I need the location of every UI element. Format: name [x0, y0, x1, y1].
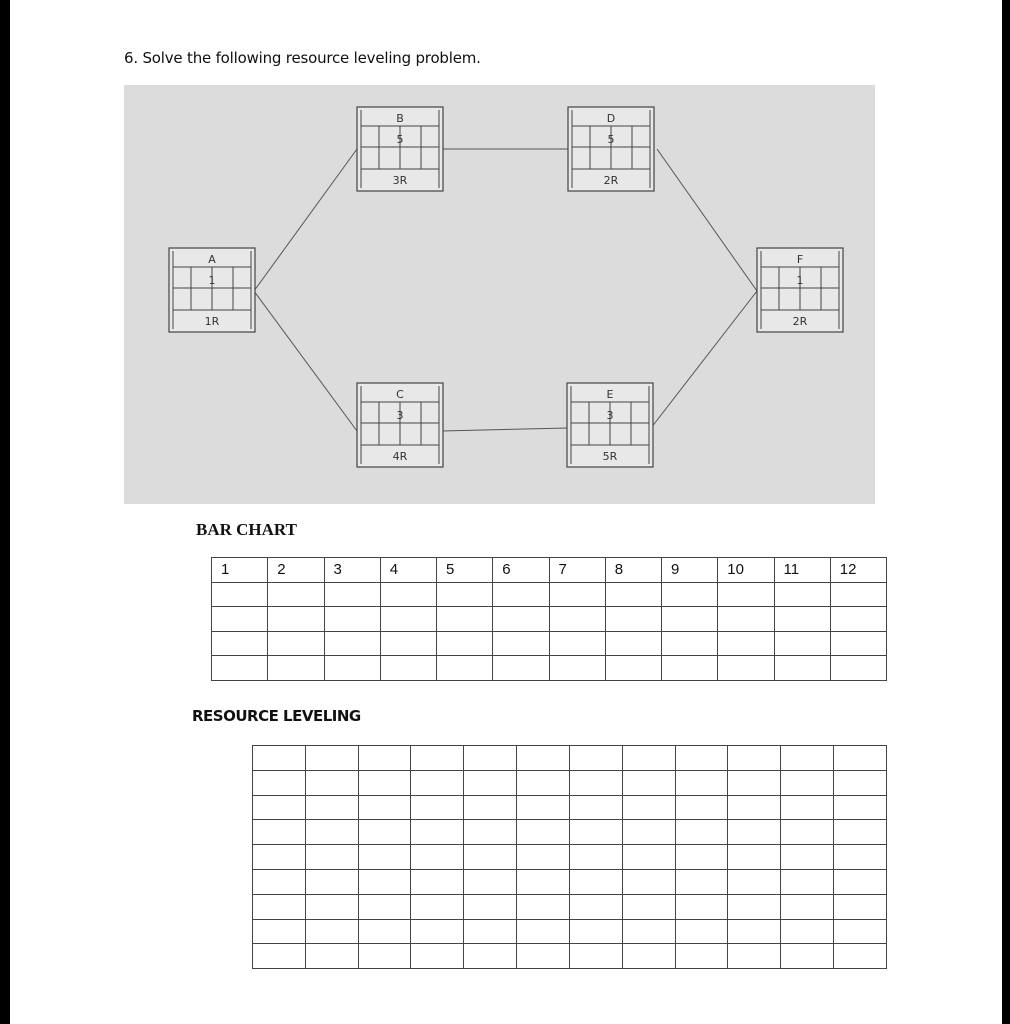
- resource-cell[interactable]: [517, 820, 570, 845]
- resource-cell[interactable]: [675, 820, 728, 845]
- bar-chart-column-header: 12: [830, 558, 886, 583]
- resource-cell[interactable]: [569, 845, 622, 870]
- resource-cell[interactable]: [305, 869, 358, 894]
- bar-chart-cell[interactable]: [324, 582, 380, 607]
- resource-cell[interactable]: [517, 845, 570, 870]
- resource-cell[interactable]: [781, 820, 834, 845]
- resource-cell[interactable]: [305, 894, 358, 919]
- bar-chart-cell[interactable]: [662, 656, 718, 681]
- resource-cell[interactable]: [253, 894, 306, 919]
- bar-chart-cell[interactable]: [718, 582, 774, 607]
- bar-chart-cell[interactable]: [324, 631, 380, 656]
- resource-cell[interactable]: [728, 894, 781, 919]
- resource-cell[interactable]: [728, 845, 781, 870]
- node-duration-label: 5: [396, 133, 404, 146]
- bar-chart-column-header: 5: [437, 558, 493, 583]
- bar-chart-cell[interactable]: [605, 656, 661, 681]
- resource-cell[interactable]: [305, 746, 358, 771]
- bar-chart-cell[interactable]: [268, 656, 324, 681]
- question-text: 6. Solve the following resource leveling problem.: [124, 49, 481, 67]
- node-resource-label: 4R: [392, 450, 408, 463]
- node-duration-label: 1: [208, 274, 216, 287]
- bar-chart-cell[interactable]: [380, 607, 436, 632]
- node-a: [169, 248, 255, 332]
- bar-chart-cell[interactable]: [380, 656, 436, 681]
- bar-chart-cell[interactable]: [830, 582, 886, 607]
- bar-chart-grid: [211, 557, 887, 681]
- bar-chart-cell[interactable]: [493, 582, 549, 607]
- edge-c-e: [442, 428, 567, 431]
- worksheet-page: [10, 0, 1002, 1024]
- bar-chart-cell[interactable]: [830, 607, 886, 632]
- bar-chart-cell[interactable]: [549, 607, 605, 632]
- resource-cell[interactable]: [358, 770, 411, 795]
- resource-cell[interactable]: [728, 944, 781, 969]
- resource-cell[interactable]: [834, 820, 887, 845]
- node-resource-label: 1R: [204, 315, 220, 328]
- bar-chart-cell[interactable]: [718, 607, 774, 632]
- resource-cell[interactable]: [358, 919, 411, 944]
- bar-chart-row: [212, 582, 887, 607]
- bar-chart-cell[interactable]: [380, 582, 436, 607]
- node-resource-label: 2R: [603, 174, 619, 187]
- node-resource-label: 2R: [792, 315, 808, 328]
- resource-cell[interactable]: [305, 944, 358, 969]
- resource-cell[interactable]: [411, 795, 464, 820]
- resource-row: [253, 770, 887, 795]
- bar-chart-cell[interactable]: [662, 631, 718, 656]
- bar-chart-cell[interactable]: [437, 607, 493, 632]
- resource-cell[interactable]: [569, 869, 622, 894]
- resource-cell[interactable]: [622, 820, 675, 845]
- node-id-label: F: [796, 253, 804, 266]
- resource-cell[interactable]: [675, 869, 728, 894]
- resource-cell[interactable]: [517, 944, 570, 969]
- resource-cell[interactable]: [569, 770, 622, 795]
- node-c: [357, 383, 443, 467]
- resource-cell[interactable]: [305, 919, 358, 944]
- bar-chart-cell[interactable]: [605, 631, 661, 656]
- resource-cell[interactable]: [517, 894, 570, 919]
- resource-cell[interactable]: [464, 770, 517, 795]
- resource-cell[interactable]: [253, 845, 306, 870]
- bar-chart-row: [212, 656, 887, 681]
- resource-cell[interactable]: [464, 869, 517, 894]
- bar-chart-cell[interactable]: [268, 582, 324, 607]
- resource-cell[interactable]: [253, 746, 306, 771]
- bar-chart-column-header: 10: [718, 558, 774, 583]
- node-id-label: A: [208, 253, 216, 266]
- resource-cell[interactable]: [517, 919, 570, 944]
- resource-cell[interactable]: [675, 894, 728, 919]
- resource-cell[interactable]: [358, 746, 411, 771]
- bar-chart-column-header: 11: [774, 558, 830, 583]
- bar-chart-cell[interactable]: [549, 631, 605, 656]
- node-b: [357, 107, 443, 191]
- resource-row: [253, 894, 887, 919]
- resource-row: [253, 795, 887, 820]
- resource-cell[interactable]: [781, 795, 834, 820]
- resource-cell[interactable]: [728, 795, 781, 820]
- bar-chart-cell[interactable]: [605, 607, 661, 632]
- resource-cell[interactable]: [675, 770, 728, 795]
- resource-row: [253, 845, 887, 870]
- bar-chart-cell[interactable]: [437, 582, 493, 607]
- resource-cell[interactable]: [675, 845, 728, 870]
- bar-chart-cell[interactable]: [774, 607, 830, 632]
- resource-cell[interactable]: [834, 894, 887, 919]
- resource-cell[interactable]: [517, 770, 570, 795]
- edge-d-f: [657, 149, 757, 291]
- node-id-label: D: [606, 112, 616, 125]
- resource-cell[interactable]: [464, 845, 517, 870]
- resource-cell[interactable]: [781, 746, 834, 771]
- bar-chart-cell[interactable]: [493, 656, 549, 681]
- resource-cell[interactable]: [728, 820, 781, 845]
- resource-cell[interactable]: [834, 795, 887, 820]
- resource-cell[interactable]: [464, 944, 517, 969]
- resource-cell[interactable]: [411, 944, 464, 969]
- resource-cell[interactable]: [253, 869, 306, 894]
- resource-row: [253, 869, 887, 894]
- resource-cell[interactable]: [569, 944, 622, 969]
- resource-cell[interactable]: [569, 919, 622, 944]
- node-resource-label: 3R: [392, 174, 408, 187]
- resource-cell[interactable]: [305, 820, 358, 845]
- resource-cell[interactable]: [517, 746, 570, 771]
- resource-cell[interactable]: [834, 845, 887, 870]
- resource-cell[interactable]: [728, 770, 781, 795]
- bar-chart-cell[interactable]: [268, 607, 324, 632]
- bar-chart-cell[interactable]: [437, 656, 493, 681]
- bar-chart-cell[interactable]: [437, 631, 493, 656]
- node-resource-label: 5R: [602, 450, 618, 463]
- resource-cell[interactable]: [569, 746, 622, 771]
- bar-chart-cell[interactable]: [324, 607, 380, 632]
- node-duration-label: 1: [796, 274, 804, 287]
- node-e: [567, 383, 653, 467]
- resource-cell[interactable]: [411, 894, 464, 919]
- resource-row: [253, 746, 887, 771]
- resource-cell[interactable]: [517, 869, 570, 894]
- bar-chart-row: [212, 631, 887, 656]
- bar-chart-cell[interactable]: [212, 631, 268, 656]
- resource-cell[interactable]: [411, 919, 464, 944]
- resource-cell[interactable]: [358, 795, 411, 820]
- resource-cell[interactable]: [622, 770, 675, 795]
- resource-cell[interactable]: [411, 845, 464, 870]
- resource-cell[interactable]: [253, 944, 306, 969]
- resource-row: [253, 919, 887, 944]
- resource-cell[interactable]: [305, 845, 358, 870]
- bar-chart-cell[interactable]: [212, 582, 268, 607]
- node-f: [757, 248, 843, 332]
- resource-cell[interactable]: [411, 820, 464, 845]
- resource-cell[interactable]: [675, 919, 728, 944]
- resource-cell[interactable]: [464, 919, 517, 944]
- bar-chart-cell[interactable]: [718, 656, 774, 681]
- resource-cell[interactable]: [675, 746, 728, 771]
- bar-chart-cell[interactable]: [718, 631, 774, 656]
- resource-cell[interactable]: [622, 894, 675, 919]
- resource-cell[interactable]: [569, 795, 622, 820]
- bar-chart-column-header: 2: [268, 558, 324, 583]
- bar-chart-cell[interactable]: [212, 656, 268, 681]
- resource-cell[interactable]: [253, 770, 306, 795]
- resource-cell[interactable]: [622, 919, 675, 944]
- bar-chart-column-header: 6: [493, 558, 549, 583]
- resource-cell[interactable]: [728, 919, 781, 944]
- bar-chart-cell[interactable]: [662, 582, 718, 607]
- bar-chart-title: BAR CHART: [196, 520, 297, 539]
- bar-chart-cell[interactable]: [605, 582, 661, 607]
- resource-cell[interactable]: [305, 795, 358, 820]
- resource-cell[interactable]: [781, 894, 834, 919]
- bar-chart-cell[interactable]: [662, 607, 718, 632]
- edge-a-c: [254, 291, 357, 431]
- resource-cell[interactable]: [411, 746, 464, 771]
- resource-leveling-grid: [252, 745, 887, 969]
- resource-leveling-title: RESOURCE LEVELING: [192, 707, 361, 725]
- bar-chart-cell[interactable]: [212, 607, 268, 632]
- node-id-label: E: [606, 388, 614, 401]
- resource-cell[interactable]: [728, 746, 781, 771]
- resource-cell[interactable]: [781, 919, 834, 944]
- resource-cell[interactable]: [253, 795, 306, 820]
- bar-chart-column-header: 3: [324, 558, 380, 583]
- resource-cell[interactable]: [622, 944, 675, 969]
- bar-chart-cell[interactable]: [493, 607, 549, 632]
- resource-cell[interactable]: [569, 820, 622, 845]
- resource-row: [253, 820, 887, 845]
- bar-chart-column-header: 4: [380, 558, 436, 583]
- bar-chart-cell[interactable]: [774, 582, 830, 607]
- resource-cell[interactable]: [622, 746, 675, 771]
- node-id-label: C: [396, 388, 404, 401]
- resource-cell[interactable]: [781, 845, 834, 870]
- resource-cell[interactable]: [411, 869, 464, 894]
- resource-cell[interactable]: [834, 770, 887, 795]
- resource-cell[interactable]: [253, 919, 306, 944]
- resource-cell[interactable]: [622, 869, 675, 894]
- resource-cell[interactable]: [305, 770, 358, 795]
- node-duration-label: 3: [606, 409, 614, 422]
- bar-chart-column-header: 8: [605, 558, 661, 583]
- bar-chart-column-header: 9: [662, 558, 718, 583]
- bar-chart-column-header: 1: [212, 558, 268, 583]
- resource-cell[interactable]: [464, 820, 517, 845]
- resource-cell[interactable]: [834, 944, 887, 969]
- bar-chart-cell[interactable]: [324, 656, 380, 681]
- resource-cell[interactable]: [834, 919, 887, 944]
- resource-row: [253, 944, 887, 969]
- resource-cell[interactable]: [464, 894, 517, 919]
- bar-chart-row: [212, 607, 887, 632]
- edge-a-b: [254, 149, 357, 291]
- resource-cell[interactable]: [358, 820, 411, 845]
- bar-chart-cell[interactable]: [774, 631, 830, 656]
- resource-cell[interactable]: [781, 869, 834, 894]
- resource-cell[interactable]: [622, 795, 675, 820]
- resource-cell[interactable]: [622, 845, 675, 870]
- resource-cell[interactable]: [781, 944, 834, 969]
- edge-e-f: [651, 291, 757, 428]
- resource-cell[interactable]: [517, 795, 570, 820]
- resource-cell[interactable]: [464, 746, 517, 771]
- resource-cell[interactable]: [358, 869, 411, 894]
- resource-cell[interactable]: [781, 770, 834, 795]
- node-d: [568, 107, 654, 191]
- resource-cell[interactable]: [834, 869, 887, 894]
- resource-cell[interactable]: [464, 795, 517, 820]
- resource-cell[interactable]: [675, 795, 728, 820]
- bar-chart-cell[interactable]: [268, 631, 324, 656]
- resource-cell[interactable]: [569, 894, 622, 919]
- resource-cell[interactable]: [358, 894, 411, 919]
- network-diagram: [124, 85, 875, 504]
- node-id-label: B: [396, 112, 404, 125]
- resource-cell[interactable]: [411, 770, 464, 795]
- bar-chart-cell[interactable]: [830, 631, 886, 656]
- node-duration-label: 3: [396, 409, 404, 422]
- bar-chart-cell[interactable]: [380, 631, 436, 656]
- resource-cell[interactable]: [358, 944, 411, 969]
- bar-chart-cell[interactable]: [549, 582, 605, 607]
- node-duration-label: 5: [607, 133, 615, 146]
- bar-chart-cell[interactable]: [549, 656, 605, 681]
- resource-cell[interactable]: [834, 746, 887, 771]
- resource-cell[interactable]: [728, 869, 781, 894]
- bar-chart-cell[interactable]: [493, 631, 549, 656]
- resource-cell[interactable]: [358, 845, 411, 870]
- bar-chart-cell[interactable]: [774, 656, 830, 681]
- resource-cell[interactable]: [253, 820, 306, 845]
- bar-chart-column-header: 7: [549, 558, 605, 583]
- resource-cell[interactable]: [675, 944, 728, 969]
- bar-chart-cell[interactable]: [830, 656, 886, 681]
